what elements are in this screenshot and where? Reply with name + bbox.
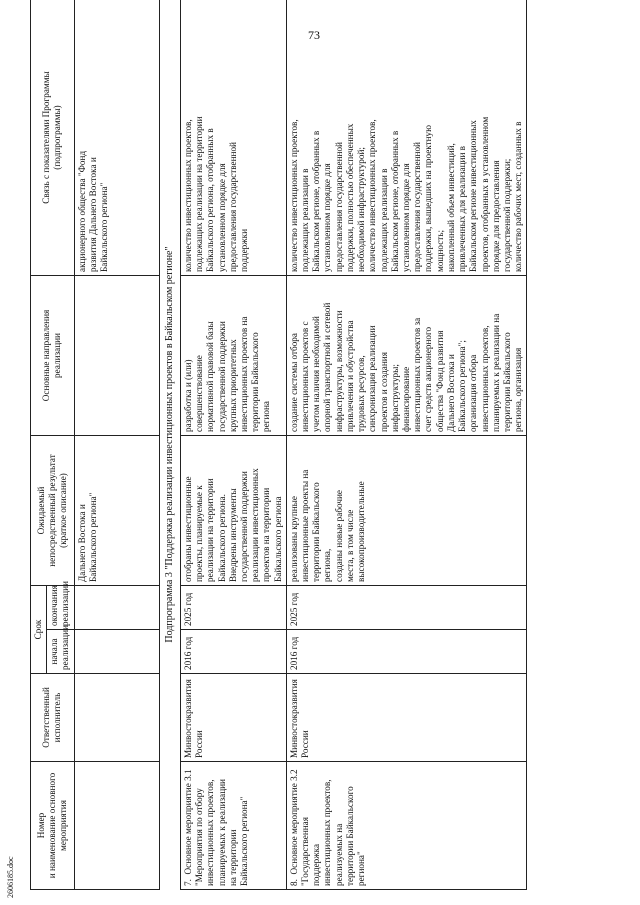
document-id: 2606185.doc [6,856,15,898]
header-link: Связь с показателями Программы (подпрограммы) [31,0,75,276]
program-table [30,0,527,890]
continuation-link: акционерного общества "Фонд развития Дальнего Востока и Байкальского региона" [74,0,159,276]
cell-empty [74,630,159,674]
row-name [286,762,527,890]
cell-empty [74,674,159,762]
header-executor: Ответственный исполнитель [31,674,75,762]
header-result: Ожидаемый непосредственный результат (краткое описание) [31,436,75,586]
header-term: Срок [31,586,47,674]
table-row [180,0,286,890]
header-directions: Основные направления реализации [31,276,75,436]
row-title: Основное мероприятие 3.1 "Мероприятия по отбору инвестиционных проектов, планируемых к реализации на территории Байкальского региона" [182,769,249,886]
table-row [286,0,527,890]
row-title: Основное мероприятие 3.2 "Государственная поддержка инвестиционных проектов, реализуемых на территории Байкальского региона" [288,769,367,886]
row-start: 2016 год [180,630,286,674]
row-result: отобраны инвестиционные проекты, планируемые к реализации на территории Байкальского региона. Внедрены инструменты государственной поддержки реализации инвестиционных проектов на территории Байкальского региона [180,436,286,586]
rotated-document [30,0,590,890]
row-end: 2025 год [286,586,527,630]
row-result: реализованы крупные инвестиционные проекты на территории Байкальского региона, созданы новые рабочие места, в том числе высокопроизводительные [286,436,527,586]
cell-empty [74,586,159,630]
row-number: 7. [182,879,193,886]
cell-empty [74,762,159,890]
page-number: 73 [308,28,320,42]
row-start: 2016 год [286,630,527,674]
continuation-result: Дальнего Востока и Байкальского региона" [74,436,159,586]
row-executor: Минвостокразвития России [180,674,286,762]
subprogram-row [159,0,180,890]
row-link: количество инвестиционных проектов, подлежащих реализации на территории Байкальского региона, отобранных в установленном порядке для предоставления государственной поддержки [180,0,286,276]
row-directions: разработка и (или) совершенствование нормативной правовой базы государственной поддержки крупных приоритетных инвестиционных проектов на территории Байкальского региона [180,276,286,436]
header-row [31,0,47,890]
row-end: 2025 год [180,586,286,630]
header-start: начала реализации [47,630,74,674]
row-number: 8. [288,879,299,886]
header-name: Номер и наименование основного мероприятия [31,762,75,890]
subprogram-title: Подпрограмма 3 "Поддержка реализации инвестиционных проектов в Байкальском регионе" [159,0,180,890]
row-directions: создание системы отбора инвестиционных проектов с учетом наличия необходимой опорной транспортной и сетевой инфраструктуры, возможности привлечения и обустройства трудовых ресурсов, синхронизация реализации проектов и создания инфраструктуры; финансирование инвестиционных проектов за счет средств акционерного общества "Фонд развития Дальнего Востока и Байкальского региона"; организация отбора инвестиционных проектов, планируемых к реализации на территории Байкальского региона, организация [286,276,527,436]
row-executor: Минвостокразвития России [286,674,527,762]
row-link: количество инвестиционных проектов, подлежащих реализации в Байкальском регионе, отобранных в установленном порядке для предоставления государственной поддержки, полностью обеспеченных необходимой инфраструктурой; количество инвестиционных проектов, подлежащих реализации в Байкальском регионе, отобранных в установленном порядке для предоставления государственной поддержки, вышедших на проектную мощность; накопленный объем инвестиций, привлеченных для реализации в Байкальском регионе инвестиционных проектов, отобранных в установленном порядке для предоставления государственной поддержки; количество рабочих мест, созданных в [286,0,527,276]
header-end: окончания реализации [47,586,74,630]
row-name [180,762,286,890]
cell-empty [74,276,159,436]
continuation-row [74,0,159,890]
